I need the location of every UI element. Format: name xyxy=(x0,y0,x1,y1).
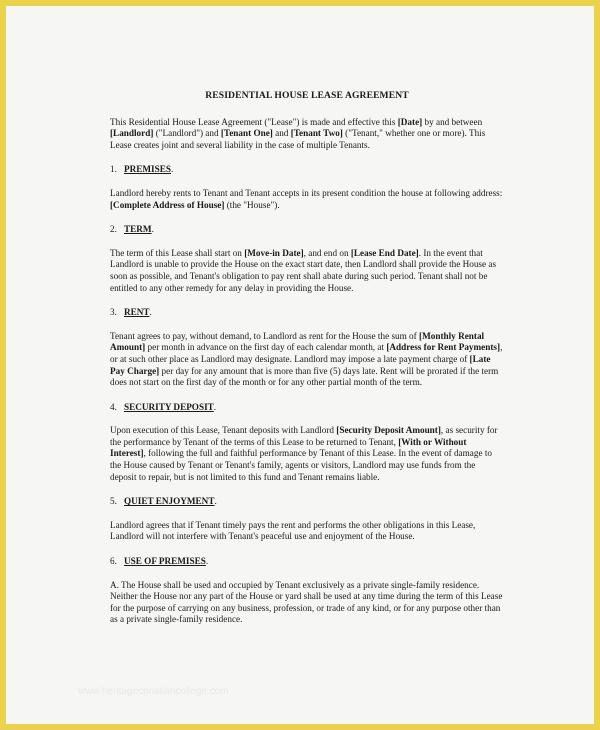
section-heading-label: PREMISES xyxy=(124,164,171,175)
placeholder-field: [Date] xyxy=(397,116,423,127)
placeholder-field: [Landlord] xyxy=(110,128,154,139)
section-heading-label: QUIET ENJOYMENT xyxy=(124,496,215,507)
text-run: ("Tenant," whether one or more). This Lease creates joint and several liability in the case of multiple Tenants. xyxy=(110,128,486,150)
section-number: 3. xyxy=(110,307,117,318)
text-run: This Residential House Lease Agreement ("Lease") is made and effective this xyxy=(110,116,398,127)
section-heading-trail: . xyxy=(214,496,217,507)
section-heading-trail: . xyxy=(205,556,209,567)
text-run: (the "House"). xyxy=(224,199,280,210)
text-run: , following the full and faithful performance by Tenant of this Lease. In the event of damage to the House caused by Tenant or Tenant's family, agents or visitors, Landlord may use funds from the deposit to repair, but is not limited to this fund and Tenant remains liable. xyxy=(110,448,492,482)
section-heading xyxy=(110,307,504,319)
text-run: Landlord hereby rents to Tenant and Tenant accepts in its present condition the house at following address: xyxy=(110,187,503,198)
section-heading xyxy=(110,496,504,508)
placeholder-field: [Complete Address of House] xyxy=(110,199,225,210)
text-run: , or at such other place as Landlord may designate. Landlord may impose a late payment charge of xyxy=(110,342,503,364)
placeholder-field: [Tenant Two] xyxy=(290,128,343,139)
text-run: , and end on xyxy=(303,247,351,258)
placeholder-field: [With or Without Interest] xyxy=(110,436,467,459)
section-number: 2. xyxy=(110,224,117,235)
text-run: Tenant agrees to pay, without demand, to Landlord as rent for the House the sum of xyxy=(110,330,420,341)
placeholder-field: [Lease End Date] xyxy=(350,247,419,258)
section-heading-trail: . xyxy=(149,307,152,318)
section-body xyxy=(110,331,504,389)
document-page xyxy=(110,90,504,639)
section-heading-trail: . xyxy=(151,224,154,235)
placeholder-field: [Late Pay Charge] xyxy=(110,353,491,376)
section-body xyxy=(110,248,504,294)
text-run: per month in advance on the first day of each calendar month, at xyxy=(145,342,387,353)
section-heading-label: USE OF PREMISES xyxy=(124,556,206,567)
text-run: Landlord agrees that if Tenant timely pays the rent and performs the other obligations in this Lease, Landlord will not interfere with Tenant's peaceful use and enjoyment of the House. xyxy=(110,519,476,542)
text-run: . In the event that Landlord is unable to provide the House on the exact start date, then Landlord shall provide the House as soon as possible, and Tenant's obligation to pay rent shall abate during such period. Tenant shall not be entitled to any other remedy for any delay in providing the House. xyxy=(110,247,497,293)
watermark-text: www.heritagechristiancollege.com xyxy=(78,686,229,697)
section-heading-label: RENT xyxy=(124,307,150,318)
text-run: The term of this Lease shall start on xyxy=(110,247,245,258)
placeholder-field: [Security Deposit Amount] xyxy=(336,425,441,436)
section-heading xyxy=(110,164,504,176)
section-number: 1. xyxy=(110,164,117,175)
placeholder-field: [Tenant One] xyxy=(220,128,273,139)
text-run: and xyxy=(272,128,291,139)
text-run: ("Landlord") and xyxy=(153,128,221,139)
section-heading xyxy=(110,224,504,236)
section-heading-trail: . xyxy=(170,164,174,175)
placeholder-field: [Move-in Date] xyxy=(244,247,304,258)
sections-container xyxy=(110,164,504,626)
section-heading-trail: . xyxy=(213,401,217,412)
section-heading xyxy=(110,402,504,414)
section-body xyxy=(110,425,504,483)
placeholder-field: [Monthly Rental Amount] xyxy=(110,330,485,353)
section-number: 4. xyxy=(110,401,117,412)
section-heading-label: SECURITY DEPOSIT xyxy=(124,401,214,412)
section-body xyxy=(110,520,504,543)
text-run: per day for any amount that is more than five (5) days late. Rent will be prorated if the term does not start on the first day of the month or for any other partial month of the term. xyxy=(110,365,499,388)
section-body xyxy=(110,580,504,626)
text-run: , as security for the performance by Tenant of the terms of this Lease to be returned to Tenant, xyxy=(110,425,498,447)
placeholder-field: [Address for Rent Payments] xyxy=(386,342,501,353)
document-title: RESIDENTIAL HOUSE LEASE AGREEMENT xyxy=(205,90,409,101)
section-number: 6. xyxy=(110,556,117,567)
section-number: 5. xyxy=(110,496,117,507)
section-heading-label: TERM xyxy=(124,224,152,235)
section-heading xyxy=(110,556,504,568)
intro-paragraph xyxy=(110,117,504,152)
text-run: A. The House shall be used and occupied by Tenant exclusively as a private single-family residence. Neither the House nor any part of the House or yard shall be used at any time during the term of this Lease for the purpose of carrying on any business, profession, or trade of any kind, or for any purpose other than as a private single-family residence. xyxy=(110,579,503,625)
section-body xyxy=(110,188,504,211)
text-run: by and between xyxy=(422,116,483,127)
text-run: Upon execution of this Lease, Tenant deposits with Landlord xyxy=(110,425,337,436)
